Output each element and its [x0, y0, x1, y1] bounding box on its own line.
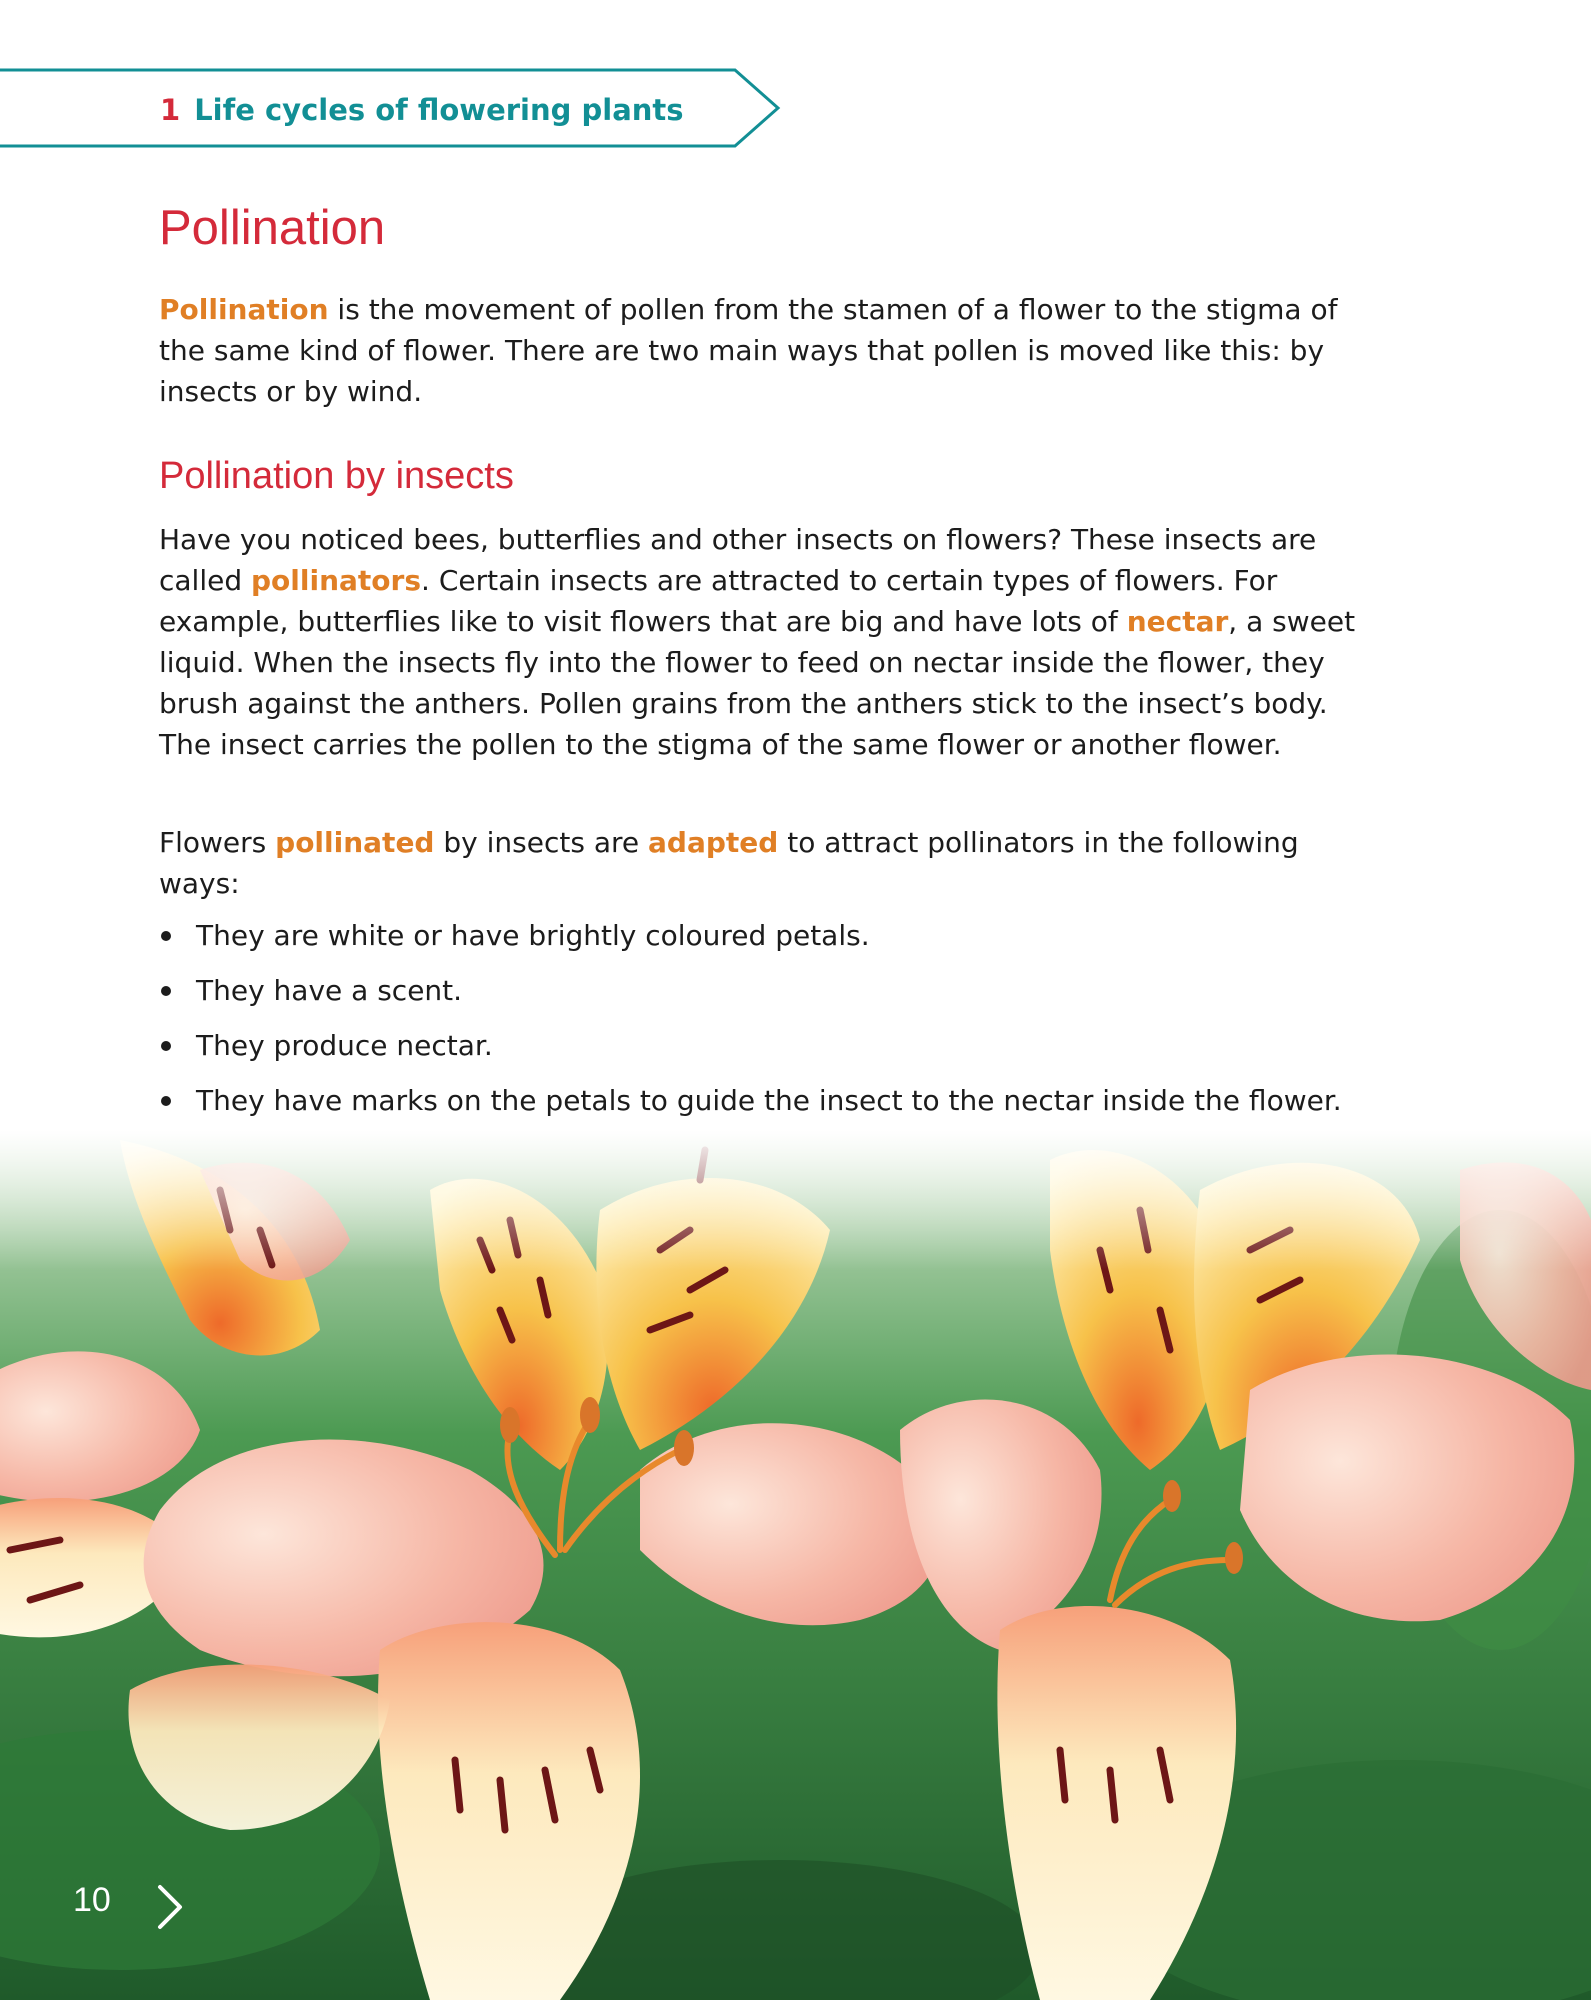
list-item-text: They produce nectar.: [196, 1029, 493, 1062]
adapt-text-3: to attract pollinators in the following ways:: [159, 826, 1299, 900]
insects-text-2: . Certain insects are attracted to certain types of flowers. For example, butterflies like to visit flowers that are big and have lots of: [159, 564, 1278, 638]
keyword-pollinators: pollinators: [251, 564, 422, 597]
list-item-text: They have marks on the petals to guide the insect to the nectar inside the flower.: [196, 1084, 1342, 1117]
keyword-adapted: adapted: [648, 826, 779, 859]
bullet-icon: [161, 1096, 171, 1106]
adapt-text-2: by insects are: [434, 826, 649, 859]
list-item-text: They are white or have brightly coloured petals.: [196, 919, 870, 952]
adapt-text-1: Flowers: [159, 826, 276, 859]
list-item: [159, 915, 1459, 956]
list-item: [159, 1025, 1459, 1066]
chevron-right-icon[interactable]: [156, 1883, 186, 1931]
adaptation-paragraph: [159, 822, 1359, 904]
chapter-title: Life cycles of flowering plants: [194, 93, 684, 127]
intro-text: is the movement of pollen from the stamen of a flower to the stigma of the same kind of flower. There are two main ways that pollen is moved like this: by insects or by wind.: [159, 293, 1338, 408]
section-heading: Pollination by insects: [159, 455, 514, 497]
page-title: Pollination: [159, 201, 386, 255]
insects-text-3: , a sweet liquid. When the insects fly into the flower to feed on nectar inside the flower, they brush against the anthers. Pollen grains from the anthers stick to the insect’s body. The insect carries the pollen to the stigma of the same flower or another flower.: [159, 605, 1356, 761]
list-item-text: They have a scent.: [196, 974, 463, 1007]
chapter-label: [160, 93, 684, 127]
keyword-pollinated: pollinated: [275, 826, 435, 859]
adaptation-list: [159, 915, 1459, 1135]
intro-paragraph: [159, 289, 1359, 412]
bullet-icon: [161, 931, 171, 941]
list-item: [159, 1080, 1459, 1121]
insects-text-1: Have you noticed bees, butterflies and other insects on flowers? These insects are called: [159, 523, 1317, 597]
keyword-nectar: nectar: [1126, 605, 1229, 638]
keyword-pollination: Pollination: [159, 293, 329, 326]
bullet-icon: [161, 1041, 171, 1051]
chapter-number: 1: [160, 93, 181, 127]
list-item: [159, 970, 1459, 1011]
page-number: 10: [73, 1881, 111, 1919]
flower-photo: [0, 1130, 1591, 2000]
insects-paragraph: [159, 519, 1359, 765]
bullet-icon: [161, 986, 171, 996]
chapter-banner: [0, 68, 785, 152]
